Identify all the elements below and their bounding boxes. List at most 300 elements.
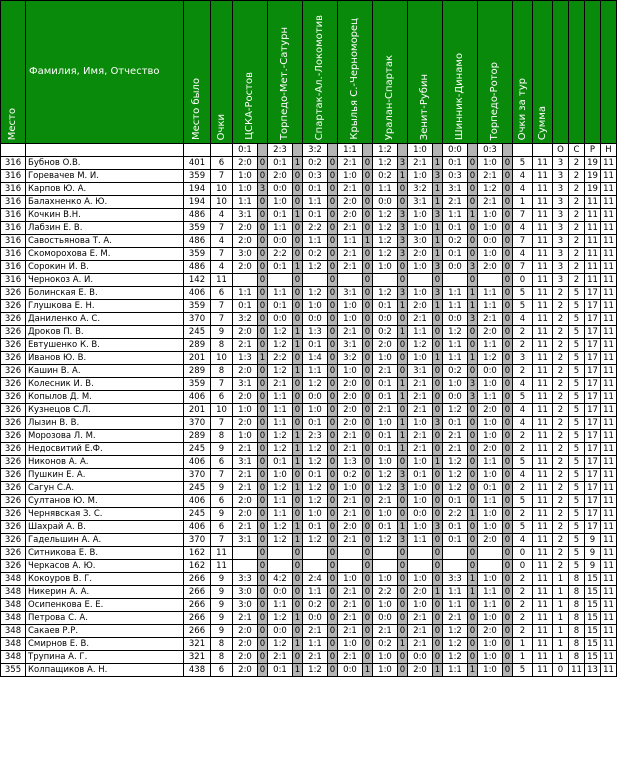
- cell: 0: [398, 664, 408, 677]
- cell: 0: [503, 456, 513, 469]
- cell: 0: [293, 287, 303, 300]
- cell: 0: [398, 612, 408, 625]
- cell: 2: [513, 625, 533, 638]
- cell: 1: [553, 638, 569, 651]
- cell: 2: [513, 443, 533, 456]
- cell: 0: [328, 469, 338, 482]
- cell: 4: [513, 170, 533, 183]
- cell: 5: [569, 547, 585, 560]
- cell: 17: [585, 326, 601, 339]
- cell: 486: [184, 209, 211, 222]
- cell: 0: [363, 586, 373, 599]
- cell: 0: [363, 430, 373, 443]
- cell: 2:1: [233, 339, 258, 352]
- cell: 8: [211, 339, 233, 352]
- cell: 2:1: [478, 196, 503, 209]
- table-row: [1, 599, 617, 612]
- cell: 2: [553, 326, 569, 339]
- cell: 2:1: [408, 625, 433, 638]
- cell: 0: [328, 313, 338, 326]
- cell: 11: [533, 404, 553, 417]
- cell: 1:2: [373, 222, 398, 235]
- cell: 0:1: [373, 300, 398, 313]
- cell: 2: [513, 586, 533, 599]
- cell: 0: [258, 287, 268, 300]
- cell: 245: [184, 443, 211, 456]
- cell: 1:0: [373, 417, 398, 430]
- cell: 11: [601, 352, 617, 365]
- cell: 0: [293, 222, 303, 235]
- table-row: [1, 222, 617, 235]
- cell: 0: [258, 456, 268, 469]
- col-blank-2: [569, 1, 585, 144]
- cell: 1:2: [303, 378, 328, 391]
- cell: 17: [585, 378, 601, 391]
- cell: 11: [585, 209, 601, 222]
- cell: 2: [513, 612, 533, 625]
- cell: 1:1: [268, 404, 293, 417]
- cell: 316: [1, 170, 26, 183]
- cell: 0: [503, 443, 513, 456]
- cell: 0: [258, 157, 268, 170]
- cell: 1:0: [373, 261, 398, 274]
- cell: 3:3: [443, 573, 468, 586]
- cell: 1:1: [268, 495, 293, 508]
- cell: 0: [328, 209, 338, 222]
- col-tour-points: Очки за тур: [513, 1, 533, 144]
- cell: Кокоуров В. Г.: [26, 573, 184, 586]
- table-row: [1, 287, 617, 300]
- cell: 11: [585, 196, 601, 209]
- cell: 1:1: [478, 391, 503, 404]
- cell: 4: [513, 378, 533, 391]
- cell: 5: [513, 157, 533, 170]
- cell: 326: [1, 443, 26, 456]
- cell: 0: [328, 560, 338, 573]
- cell: 11: [533, 469, 553, 482]
- cell: 0:0: [408, 651, 433, 664]
- cell: 0:3: [303, 170, 328, 183]
- cell: 1:0: [373, 651, 398, 664]
- cell: 0: [398, 560, 408, 573]
- cell: 316: [1, 209, 26, 222]
- cell: 1:0: [478, 638, 503, 651]
- cell: 326: [1, 560, 26, 573]
- cell: 2: [553, 547, 569, 560]
- cell: 11: [211, 547, 233, 560]
- cell: 2: [513, 339, 533, 352]
- cell: 1:1: [268, 287, 293, 300]
- cell: 11: [533, 300, 553, 313]
- results-row: [1, 144, 617, 157]
- col-blank-4: [601, 1, 617, 144]
- cell: 0:1: [373, 391, 398, 404]
- cell: 2:1: [268, 651, 293, 664]
- cell: 0: [503, 391, 513, 404]
- cell: 1:1: [478, 300, 503, 313]
- cell: 0: [468, 417, 478, 430]
- cell: 1: [553, 586, 569, 599]
- cell: 0: [433, 443, 443, 456]
- cell: 1:1: [233, 287, 258, 300]
- cell: 11: [601, 222, 617, 235]
- cell: 0: [363, 391, 373, 404]
- cell: 0: [513, 547, 533, 560]
- cell: 11: [601, 235, 617, 248]
- cell: 17: [585, 365, 601, 378]
- cell: 2:1: [443, 443, 468, 456]
- table-body: [1, 157, 617, 677]
- cell: 11: [533, 209, 553, 222]
- cell: 359: [184, 300, 211, 313]
- cell: 0:0: [268, 183, 293, 196]
- cell: 0: [328, 300, 338, 313]
- cell: 4: [513, 222, 533, 235]
- cell: Бубнов О.В.: [26, 157, 184, 170]
- cell: 5: [569, 469, 585, 482]
- cell: 0: [503, 482, 513, 495]
- cell: 2:1: [233, 612, 258, 625]
- cell: 11: [601, 209, 617, 222]
- cell: 0: [258, 365, 268, 378]
- table-row: [1, 456, 617, 469]
- result-4: 1:1: [338, 144, 363, 157]
- cell: 0: [258, 482, 268, 495]
- cell: 1: [398, 326, 408, 339]
- cell: 2:1: [373, 495, 398, 508]
- cell: 0: [398, 573, 408, 586]
- cell: 0: [398, 456, 408, 469]
- cell: 1: [433, 235, 443, 248]
- cell: 2: [513, 482, 533, 495]
- cell: 9: [211, 599, 233, 612]
- cell: 8: [211, 430, 233, 443]
- cell: 11: [601, 196, 617, 209]
- cell: 11: [533, 196, 553, 209]
- cell: [268, 274, 293, 287]
- cell: Евтушенко К. В.: [26, 339, 184, 352]
- cell: 406: [184, 391, 211, 404]
- cell: [233, 274, 258, 287]
- cell: 0: [258, 599, 268, 612]
- cell: 0: [328, 157, 338, 170]
- cell: 17: [585, 521, 601, 534]
- cell: [478, 274, 503, 287]
- cell: 0: [503, 300, 513, 313]
- table-row: [1, 339, 617, 352]
- cell: 11: [533, 339, 553, 352]
- cell: 1:2: [373, 157, 398, 170]
- cell: 0: [258, 274, 268, 287]
- cell: 0: [363, 352, 373, 365]
- cell: [303, 560, 328, 573]
- cell: 11: [601, 469, 617, 482]
- col-name: Фамилия, Имя, Отчество: [26, 1, 184, 144]
- cell: 1: [293, 664, 303, 677]
- cell: 7: [513, 235, 533, 248]
- cell: Копылов Д. М.: [26, 391, 184, 404]
- cell: 11: [601, 664, 617, 677]
- cell: 1:1: [338, 235, 363, 248]
- cell: 15: [585, 638, 601, 651]
- cell: 1: [433, 196, 443, 209]
- cell: 0: [363, 534, 373, 547]
- cell: 326: [1, 300, 26, 313]
- cell: 10: [211, 352, 233, 365]
- cell: 326: [1, 365, 26, 378]
- cell: Кашин В. А.: [26, 365, 184, 378]
- cell: 0: [503, 261, 513, 274]
- cell: 1:0: [268, 469, 293, 482]
- cell: 326: [1, 482, 26, 495]
- cell: 0:2: [443, 235, 468, 248]
- cell: 486: [184, 261, 211, 274]
- cell: 0: [503, 599, 513, 612]
- cell: 0: [503, 183, 513, 196]
- cell: 0:0: [443, 313, 468, 326]
- table-row: [1, 313, 617, 326]
- cell: 0: [468, 456, 478, 469]
- cell: 245: [184, 482, 211, 495]
- cell: 11: [601, 183, 617, 196]
- cell: 0: [503, 651, 513, 664]
- cell: 326: [1, 469, 26, 482]
- cell: 1:0: [478, 222, 503, 235]
- cell: 11: [533, 443, 553, 456]
- cell: 0: [503, 274, 513, 287]
- cell: 1:2: [443, 638, 468, 651]
- cell: 2:1: [338, 586, 363, 599]
- cell: 17: [585, 469, 601, 482]
- cell: 0: [503, 560, 513, 573]
- cell: 2:1: [478, 170, 503, 183]
- cell: 3: [468, 313, 478, 326]
- cell: 2: [553, 482, 569, 495]
- cell: 0: [328, 599, 338, 612]
- cell: 0: [468, 170, 478, 183]
- cell: 1:1: [268, 222, 293, 235]
- cell: 11: [601, 430, 617, 443]
- cell: 0: [363, 248, 373, 261]
- cell: 3: [398, 222, 408, 235]
- cell: 0: [328, 378, 338, 391]
- cell: 0: [258, 313, 268, 326]
- cell: 0: [433, 495, 443, 508]
- cell: 348: [1, 599, 26, 612]
- cell: 1:2: [478, 352, 503, 365]
- cell: 0: [328, 547, 338, 560]
- cell: Горевачев М. И.: [26, 170, 184, 183]
- cell: [373, 547, 398, 560]
- cell: 0: [363, 170, 373, 183]
- cell: 2:1: [338, 599, 363, 612]
- cell: 0: [363, 209, 373, 222]
- cell: 11: [601, 274, 617, 287]
- cell: 8: [569, 573, 585, 586]
- cell: 1:0: [478, 508, 503, 521]
- cell: 321: [184, 651, 211, 664]
- cell: 0:0: [373, 612, 398, 625]
- cell: 0:1: [443, 248, 468, 261]
- cell: 11: [601, 170, 617, 183]
- cell: 11: [585, 261, 601, 274]
- cell: 1: [513, 196, 533, 209]
- cell: 6: [211, 157, 233, 170]
- cell: 1:2: [303, 287, 328, 300]
- cell: 3:1: [233, 456, 258, 469]
- cell: 2: [569, 274, 585, 287]
- cell: 2:1: [408, 612, 433, 625]
- cell: 1:0: [408, 352, 433, 365]
- cell: 0: [258, 508, 268, 521]
- cell: 1:0: [408, 417, 433, 430]
- cell: 3: [433, 209, 443, 222]
- cell: 11: [533, 313, 553, 326]
- cell: 11: [533, 495, 553, 508]
- col-match-6: Зенит-Рубин: [408, 1, 443, 144]
- cell: 8: [569, 599, 585, 612]
- cell: 1: [363, 235, 373, 248]
- cell: 0: [258, 651, 268, 664]
- cell: 326: [1, 404, 26, 417]
- cell: 2:2: [268, 352, 293, 365]
- table-row: [1, 300, 617, 313]
- cell: 1:0: [303, 300, 328, 313]
- table-row: [1, 664, 617, 677]
- cell: 11: [601, 534, 617, 547]
- cell: 266: [184, 586, 211, 599]
- cell: 3: [398, 469, 408, 482]
- hdr-p: Р: [585, 144, 601, 157]
- cell: 1:1: [268, 391, 293, 404]
- cell: 326: [1, 430, 26, 443]
- cell: 0: [363, 469, 373, 482]
- cell: 0: [433, 612, 443, 625]
- cell: 0: [328, 664, 338, 677]
- cell: 1:1: [303, 586, 328, 599]
- cell: 2:2: [443, 508, 468, 521]
- cell: 17: [585, 495, 601, 508]
- cell: 0: [328, 586, 338, 599]
- cell: 5: [569, 430, 585, 443]
- cell: 316: [1, 248, 26, 261]
- cell: 3:1: [408, 196, 433, 209]
- cell: 2: [553, 378, 569, 391]
- cell: 11: [601, 248, 617, 261]
- cell: 3: [553, 235, 569, 248]
- cell: 0: [468, 404, 478, 417]
- table-row: [1, 508, 617, 521]
- cell: 0: [363, 625, 373, 638]
- cell: 17: [585, 430, 601, 443]
- cell: 0: [363, 573, 373, 586]
- cell: 2:0: [338, 209, 363, 222]
- cell: 1: [293, 430, 303, 443]
- cell: 1:2: [408, 339, 433, 352]
- cell: 1:1: [268, 417, 293, 430]
- cell: 1:0: [408, 456, 433, 469]
- cell: 7: [211, 378, 233, 391]
- cell: 11: [601, 417, 617, 430]
- cell: 1:0: [478, 664, 503, 677]
- cell: 1: [258, 352, 268, 365]
- cell: 9: [211, 573, 233, 586]
- cell: 2: [569, 248, 585, 261]
- cell: 1: [553, 612, 569, 625]
- cell: 5: [569, 378, 585, 391]
- cell: 2:1: [338, 508, 363, 521]
- cell: 0: [328, 222, 338, 235]
- cell: 0:0: [303, 612, 328, 625]
- cell: 5: [569, 521, 585, 534]
- col-match-5: Уралан-Спартак: [373, 1, 408, 144]
- cell: 0: [433, 534, 443, 547]
- cell: [408, 547, 433, 560]
- cell: 2:1: [443, 430, 468, 443]
- table-row: [1, 586, 617, 599]
- cell: 0:1: [373, 521, 398, 534]
- cell: 4: [513, 417, 533, 430]
- cell: 326: [1, 456, 26, 469]
- cell: 3:0: [233, 599, 258, 612]
- cell: 1:0: [338, 313, 363, 326]
- cell: 8: [211, 651, 233, 664]
- cell: 0: [398, 625, 408, 638]
- cell: 1:1: [268, 508, 293, 521]
- cell: 3: [553, 157, 569, 170]
- cell: 2:0: [233, 235, 258, 248]
- cell: 3: [553, 248, 569, 261]
- cell: 0:1: [373, 378, 398, 391]
- cell: 3: [433, 170, 443, 183]
- cell: 0: [328, 625, 338, 638]
- cell: 2:1: [338, 534, 363, 547]
- cell: 2:4: [303, 573, 328, 586]
- cell: 11: [533, 183, 553, 196]
- cell: 11: [533, 274, 553, 287]
- cell: 15: [585, 625, 601, 638]
- cell: 1:2: [373, 248, 398, 261]
- hdr-o: О: [553, 144, 569, 157]
- cell: 1:0: [478, 469, 503, 482]
- cell: 2: [553, 404, 569, 417]
- cell: 2:0: [478, 443, 503, 456]
- cell: 8: [211, 365, 233, 378]
- cell: 1: [433, 157, 443, 170]
- cell: 326: [1, 339, 26, 352]
- cell: 0: [398, 495, 408, 508]
- table-row: [1, 625, 617, 638]
- cell: 0: [293, 651, 303, 664]
- cell: 1: [293, 261, 303, 274]
- cell: 0:1: [443, 222, 468, 235]
- cell: 2:1: [338, 651, 363, 664]
- cell: 0: [468, 235, 478, 248]
- cell: 4: [211, 235, 233, 248]
- cell: Карпов Ю. А.: [26, 183, 184, 196]
- cell: 0: [258, 196, 268, 209]
- cell: 0: [503, 209, 513, 222]
- cell: 0: [468, 196, 478, 209]
- cell: 0: [503, 586, 513, 599]
- cell: 1:0: [478, 521, 503, 534]
- cell: 3: [398, 287, 408, 300]
- cell: 0: [293, 248, 303, 261]
- cell: 0:0: [268, 313, 293, 326]
- col-match-3: Спартак-Ал.-Локомотив: [303, 1, 338, 144]
- cell: 0: [328, 196, 338, 209]
- cell: 0:1: [303, 417, 328, 430]
